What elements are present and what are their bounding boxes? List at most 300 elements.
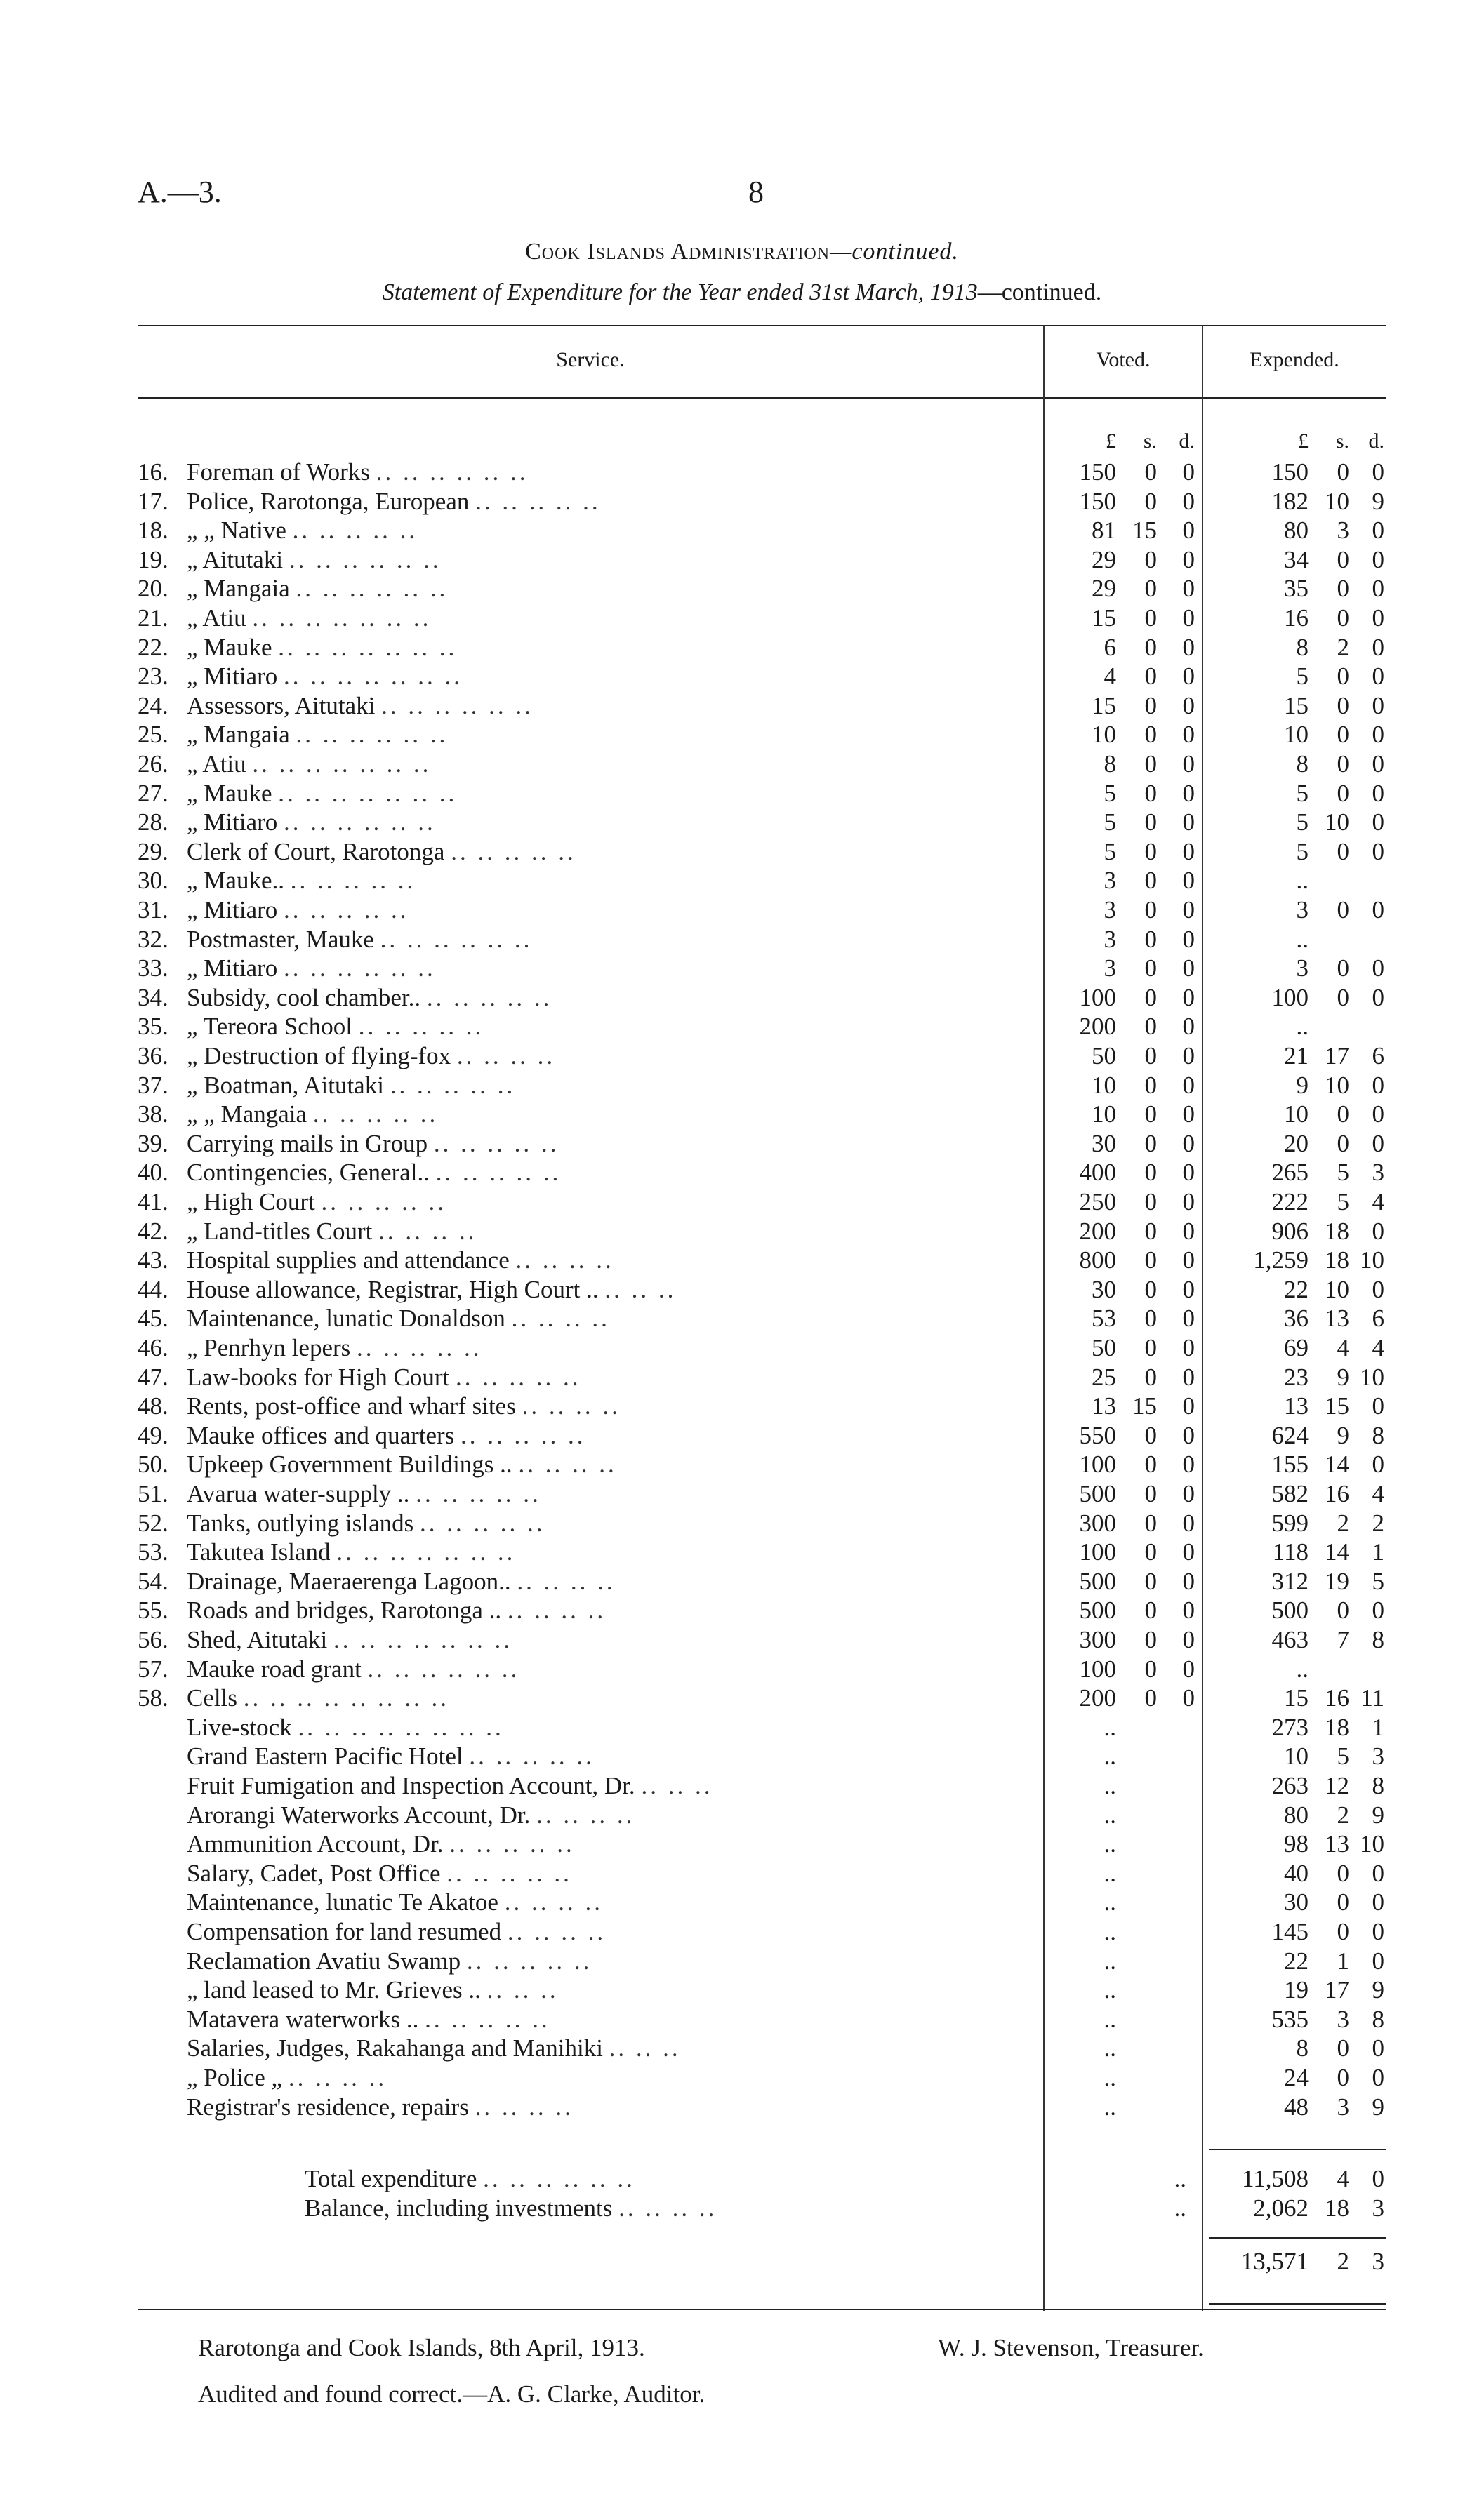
row-number: 30. xyxy=(138,867,168,895)
table-row xyxy=(0,925,1484,954)
expended-pence: 0 xyxy=(1372,1071,1384,1099)
row-number: 27. xyxy=(138,779,168,807)
total-expenditure-text: Total expenditure xyxy=(305,2165,477,2192)
voted-pounds: .. xyxy=(1104,1859,1116,1887)
expended-pence: 1 xyxy=(1372,1538,1384,1566)
row-dot-leader: .. .. .. .. .. xyxy=(420,1509,545,1537)
expended-pence: 0 xyxy=(1372,1947,1384,1975)
row-service-text: Rents, post-office and wharf sites xyxy=(187,1392,516,1420)
voted-pence: 0 xyxy=(1182,1013,1195,1041)
expended-pounds-unit: £ xyxy=(1298,429,1309,453)
expended-shillings: 10 xyxy=(1325,808,1349,836)
row-dot-leader: .. .. .. .. xyxy=(511,1305,610,1333)
expended-pounds: 22 xyxy=(1284,1947,1309,1975)
row-number: 20. xyxy=(138,575,168,603)
expended-shillings: 0 xyxy=(1337,1888,1349,1916)
expended-pounds: 24 xyxy=(1284,2064,1309,2091)
expended-pounds: 118 xyxy=(1272,1538,1309,1566)
balance-voted: .. xyxy=(1174,2194,1186,2222)
expended-pounds: 8 xyxy=(1296,2034,1309,2062)
grand-total-row xyxy=(0,2247,1484,2276)
voted-pounds: .. xyxy=(1104,1713,1116,1741)
voted-pence: 0 xyxy=(1182,1655,1195,1683)
voted-pounds: 150 xyxy=(1079,487,1116,515)
row-dot-leader: .. .. .. .. xyxy=(507,1596,607,1625)
expended-pence: 8 xyxy=(1372,2005,1384,2033)
table-row xyxy=(0,779,1484,808)
table-row xyxy=(0,1655,1484,1684)
expended-shillings: 5 xyxy=(1337,1159,1349,1187)
row-service-text: Shed, Aitutaki xyxy=(187,1626,328,1653)
voted-pounds: 50 xyxy=(1092,1042,1116,1069)
row-dot-leader: .. .. .. .. .. xyxy=(461,1421,586,1449)
expended-pence: 0 xyxy=(1372,2034,1384,2062)
row-service-text: „ Tereora School xyxy=(187,1013,352,1041)
expended-shillings: 14 xyxy=(1325,1451,1349,1479)
row-service-text: Ammunition Account, Dr. xyxy=(187,1830,444,1858)
expended-pounds: 69 xyxy=(1284,1334,1309,1361)
table-row xyxy=(0,487,1484,516)
voted-pence: 0 xyxy=(1182,779,1195,807)
row-service xyxy=(187,749,1036,779)
expended-shillings: 3 xyxy=(1337,2093,1349,2121)
row-dot-leader: .. .. .. .. .. xyxy=(426,983,552,1011)
table-row xyxy=(0,1187,1484,1217)
voted-pounds: 550 xyxy=(1079,1421,1116,1449)
table-row xyxy=(0,1713,1484,1742)
row-service-text: „ Destruction of flying-fox xyxy=(187,1042,451,1069)
table-row xyxy=(0,1859,1484,1888)
voted-pounds: .. xyxy=(1104,1976,1116,2004)
row-dot-leader: .. .. .. .. .. xyxy=(416,1480,541,1507)
row-dot-leader: .. .. .. .. .. .. .. xyxy=(333,1626,513,1653)
expended-pence: 0 xyxy=(1372,1392,1384,1420)
voted-shillings: 0 xyxy=(1144,1684,1157,1712)
row-service xyxy=(187,837,1036,867)
voted-pence: 0 xyxy=(1182,867,1195,895)
row-dot-leader: .. .. .. .. .. xyxy=(312,1100,439,1128)
table-row xyxy=(0,458,1484,487)
row-dot-leader: .. .. .. .. .. xyxy=(451,837,576,865)
expended-shillings: 0 xyxy=(1337,779,1349,807)
voted-pence: 0 xyxy=(1182,662,1195,691)
table-row xyxy=(0,516,1484,545)
voted-pounds: .. xyxy=(1104,2005,1116,2033)
table-row xyxy=(0,808,1484,837)
row-service-text: Cells xyxy=(187,1684,237,1712)
row-number: 58. xyxy=(138,1684,168,1712)
row-number: 36. xyxy=(138,1042,168,1069)
row-number: 53. xyxy=(138,1538,168,1566)
expended-shillings: 18 xyxy=(1325,1713,1349,1741)
row-service-text: „ Mauke.. xyxy=(187,867,284,895)
expended-pence: 0 xyxy=(1372,750,1384,778)
voted-pounds: 100 xyxy=(1079,1451,1116,1479)
table-row xyxy=(0,1041,1484,1071)
voted-shillings: 0 xyxy=(1144,633,1157,661)
row-number: 39. xyxy=(138,1129,168,1157)
voted-pounds: .. xyxy=(1104,1947,1116,1975)
grand-total-pounds: 13,571 xyxy=(1240,2248,1309,2275)
expended-pence: 9 xyxy=(1372,2093,1384,2121)
table-row xyxy=(0,983,1484,1013)
row-number: 47. xyxy=(138,1363,168,1391)
row-service-text: Registrar's residence, repairs xyxy=(187,2093,469,2121)
row-number: 32. xyxy=(138,925,168,953)
expended-pounds: 906 xyxy=(1271,1217,1309,1245)
row-service-text: Law-books for High Court xyxy=(187,1363,450,1391)
expended-pounds: 463 xyxy=(1271,1626,1309,1653)
expended-pence: 0 xyxy=(1372,604,1384,632)
row-service-text: „ High Court xyxy=(187,1188,315,1215)
row-number: 29. xyxy=(138,837,168,865)
table-row xyxy=(0,1158,1484,1187)
expended-shillings: 12 xyxy=(1325,1772,1349,1799)
row-service xyxy=(187,1158,1036,1187)
voted-shillings: 0 xyxy=(1144,1509,1157,1537)
voted-shillings: 0 xyxy=(1144,896,1157,924)
row-service-text: „ Penrhyn lepers xyxy=(187,1334,351,1361)
expended-shillings: 2 xyxy=(1337,633,1349,661)
expended-shillings: 17 xyxy=(1325,1042,1349,1069)
expended-shillings: 0 xyxy=(1337,983,1349,1011)
row-dot-leader: .. .. .. .. .. xyxy=(425,2005,550,2033)
voted-pence: 0 xyxy=(1182,1159,1195,1187)
voted-shillings: 0 xyxy=(1144,1217,1157,1245)
balance-shillings: 18 xyxy=(1325,2194,1349,2222)
row-service xyxy=(187,895,1036,925)
total-rule xyxy=(1209,2149,1386,2150)
row-service xyxy=(187,1217,1036,1246)
voted-pence: 0 xyxy=(1182,1538,1195,1566)
row-service-text: Live-stock xyxy=(187,1713,292,1741)
table-row xyxy=(0,1246,1484,1275)
expended-pence: 0 xyxy=(1372,954,1384,982)
row-dot-leader: .. .. .. .. .. xyxy=(475,487,601,515)
table-row xyxy=(0,1392,1484,1421)
expended-pounds: 182 xyxy=(1271,487,1309,515)
expended-shillings: 10 xyxy=(1325,1275,1349,1303)
table-row xyxy=(0,1771,1484,1801)
row-number: 16. xyxy=(138,458,168,486)
row-service-text: Salary, Cadet, Post Office xyxy=(187,1859,441,1887)
expended-shillings: 19 xyxy=(1325,1567,1349,1595)
row-dot-leader: .. .. .. .. .. .. .. xyxy=(284,662,463,691)
expended-pounds: 3 xyxy=(1296,896,1309,924)
title-continued: —continued. xyxy=(830,239,959,265)
row-service xyxy=(187,779,1036,808)
row-service-text: „ Mitiaro xyxy=(187,954,278,982)
voted-pounds: 3 xyxy=(1104,867,1116,895)
expended-shillings: 0 xyxy=(1337,837,1349,865)
voted-shillings: 0 xyxy=(1144,1538,1157,1566)
expended-pounds: 155 xyxy=(1271,1451,1309,1479)
row-number: 49. xyxy=(138,1421,168,1449)
table-row xyxy=(0,1625,1484,1655)
row-service xyxy=(187,1829,1036,1859)
table-row xyxy=(0,1947,1484,1976)
row-service-text: „ Mangaia xyxy=(187,575,290,603)
voted-shillings: 0 xyxy=(1144,1042,1157,1069)
row-number: 54. xyxy=(138,1567,168,1595)
row-service-text: „ Boatman, Aitutaki xyxy=(187,1071,384,1099)
row-service-text: Carrying mails in Group xyxy=(187,1129,428,1157)
voted-pence: 0 xyxy=(1182,925,1195,953)
table-header-rule xyxy=(138,397,1386,399)
grand-total-shillings: 2 xyxy=(1337,2248,1349,2275)
row-number: 42. xyxy=(138,1217,168,1245)
voted-pence: 0 xyxy=(1182,604,1195,632)
voted-pounds: .. xyxy=(1104,1772,1116,1799)
voted-pence: 0 xyxy=(1182,750,1195,778)
expended-pounds: 16 xyxy=(1284,604,1309,632)
row-dot-leader: .. .. .. .. .. .. xyxy=(284,808,436,836)
expended-pence: 6 xyxy=(1372,1042,1384,1069)
expended-shillings: 10 xyxy=(1325,487,1349,515)
balance-leader: .. .. .. .. xyxy=(618,2194,717,2222)
table-row xyxy=(0,662,1484,691)
voted-pounds: 10 xyxy=(1092,1071,1116,1099)
row-dot-leader: .. .. .. .. .. xyxy=(292,516,418,545)
voted-pounds: 200 xyxy=(1079,1217,1116,1245)
expended-pounds: 21 xyxy=(1284,1042,1309,1069)
table-row xyxy=(0,2005,1484,2034)
footer-treasurer: W. J. Stevenson, Treasurer. xyxy=(938,2334,1204,2361)
row-number: 38. xyxy=(138,1100,168,1128)
voted-shillings: 0 xyxy=(1144,983,1157,1011)
voted-pence: 0 xyxy=(1182,808,1195,836)
row-number: 57. xyxy=(138,1655,168,1683)
row-service xyxy=(187,1246,1036,1275)
table-row xyxy=(0,1479,1484,1509)
expended-pounds: 265 xyxy=(1271,1159,1309,1187)
title-main: Cook Islands Administration xyxy=(525,239,830,265)
voted-pounds: 300 xyxy=(1079,1626,1116,1653)
row-service xyxy=(187,808,1036,837)
expended-pence: 8 xyxy=(1372,1772,1384,1799)
expended-pence-unit: d. xyxy=(1368,429,1384,453)
table-row xyxy=(0,1567,1484,1596)
voted-pence: 0 xyxy=(1182,691,1195,719)
table-row xyxy=(0,2034,1484,2063)
voted-pence: 0 xyxy=(1182,1129,1195,1157)
row-service xyxy=(187,1742,1036,1771)
expended-shillings: 0 xyxy=(1337,2034,1349,2062)
expended-pence: 0 xyxy=(1372,1129,1384,1157)
expended-pounds: 10 xyxy=(1284,1100,1309,1128)
row-number: 25. xyxy=(138,721,168,749)
row-dot-leader: .. .. .. .. .. .. xyxy=(296,721,449,749)
expended-pounds: .. xyxy=(1296,1655,1309,1683)
expended-shillings: 16 xyxy=(1325,1684,1349,1712)
row-service xyxy=(187,1801,1036,1830)
row-dot-leader: .. .. .. .. .. .. .. xyxy=(252,604,432,632)
expended-pence: 0 xyxy=(1372,458,1384,486)
row-dot-leader: .. .. .. .. .. xyxy=(469,1742,595,1771)
voted-pence: 0 xyxy=(1182,837,1195,865)
row-number: 56. xyxy=(138,1626,168,1653)
voted-shillings: 0 xyxy=(1144,954,1157,982)
expended-pounds: 5 xyxy=(1296,779,1309,807)
voted-pounds-unit: £ xyxy=(1106,429,1116,453)
voted-pounds: 5 xyxy=(1104,837,1116,865)
row-service xyxy=(187,925,1036,954)
row-number: 23. xyxy=(138,662,168,691)
row-dot-leader: .. .. .. .. .. .. xyxy=(289,545,442,573)
row-service xyxy=(187,604,1036,633)
row-service-text: Drainage, Maeraerenga Lagoon.. xyxy=(187,1567,511,1595)
voted-pounds: .. xyxy=(1104,2093,1116,2121)
voted-pounds: 13 xyxy=(1092,1392,1116,1420)
row-service xyxy=(187,983,1036,1013)
balance-label xyxy=(305,2194,1042,2223)
expended-pounds: 145 xyxy=(1271,1918,1309,1945)
voted-shillings: 15 xyxy=(1132,1392,1157,1420)
row-service xyxy=(187,1100,1036,1129)
row-dot-leader: .. .. .. xyxy=(641,1772,713,1799)
row-number: 55. xyxy=(138,1596,168,1625)
voted-shillings: 0 xyxy=(1144,545,1157,573)
total-expenditure-voted: .. xyxy=(1174,2165,1186,2192)
row-dot-leader: .. .. .. .. .. xyxy=(390,1071,516,1099)
row-service xyxy=(187,1509,1036,1538)
row-service-text: Tanks, outlying islands xyxy=(187,1509,414,1537)
row-service xyxy=(187,1713,1036,1742)
voted-pence: 0 xyxy=(1182,1275,1195,1303)
expended-pounds: 222 xyxy=(1271,1188,1309,1215)
row-service xyxy=(187,2063,1036,2093)
row-number: 40. xyxy=(138,1159,168,1187)
balance-pence: 3 xyxy=(1372,2194,1384,2222)
expended-pounds: 19 xyxy=(1284,1976,1309,2004)
document-reference: A.—3. xyxy=(138,175,222,209)
voted-shillings: 0 xyxy=(1144,1363,1157,1391)
expended-shillings: 0 xyxy=(1337,750,1349,778)
row-service xyxy=(187,1917,1036,1947)
voted-pounds: 100 xyxy=(1079,983,1116,1011)
row-number: 28. xyxy=(138,808,168,836)
voted-shillings: 0 xyxy=(1144,1421,1157,1449)
row-service-text: Fruit Fumigation and Inspection Account, Dr. xyxy=(187,1772,635,1799)
row-service xyxy=(187,633,1036,662)
voted-shillings: 0 xyxy=(1144,750,1157,778)
row-dot-leader: .. .. .. .. .. .. xyxy=(376,458,529,486)
voted-pounds: .. xyxy=(1104,2034,1116,2062)
voted-pence: 0 xyxy=(1182,1480,1195,1507)
row-service-text: Roads and bridges, Rarotonga .. xyxy=(187,1596,502,1625)
expended-shillings: 0 xyxy=(1337,662,1349,691)
voted-pounds: 5 xyxy=(1104,808,1116,836)
voted-pounds: 100 xyxy=(1079,1655,1116,1683)
expended-pounds: 36 xyxy=(1284,1305,1309,1333)
voted-shillings: 0 xyxy=(1144,1129,1157,1157)
row-dot-leader: .. .. .. .. xyxy=(536,1801,635,1829)
voted-pounds: .. xyxy=(1104,1888,1116,1916)
voted-pence: 0 xyxy=(1182,896,1195,924)
table-row xyxy=(0,1450,1484,1479)
expended-shillings: 0 xyxy=(1337,1859,1349,1887)
expended-shillings: 10 xyxy=(1325,1071,1349,1099)
row-dot-leader: .. .. .. .. .. xyxy=(466,1947,592,1975)
row-service xyxy=(187,1859,1036,1888)
row-dot-leader: .. .. .. .. .. xyxy=(290,867,416,895)
voted-pounds: .. xyxy=(1104,1742,1116,1771)
row-number: 51. xyxy=(138,1480,168,1507)
expended-shillings: 7 xyxy=(1337,1626,1349,1653)
voted-pounds: 800 xyxy=(1079,1246,1116,1274)
row-service-text: „ Police „ xyxy=(187,2064,283,2091)
row-service-text: Clerk of Court, Rarotonga xyxy=(187,837,445,865)
row-service-text: Reclamation Avatiu Swamp xyxy=(187,1947,461,1975)
row-service xyxy=(187,1012,1036,1041)
expended-pounds: 263 xyxy=(1271,1772,1309,1799)
row-dot-leader: .. .. .. xyxy=(609,2034,681,2062)
row-service xyxy=(187,1392,1036,1421)
voted-pence: 0 xyxy=(1182,1188,1195,1215)
row-number: 31. xyxy=(138,896,168,924)
voted-shillings: 0 xyxy=(1144,1188,1157,1215)
voted-pounds: 300 xyxy=(1079,1509,1116,1537)
voted-pounds: 10 xyxy=(1092,721,1116,749)
voted-shillings: 0 xyxy=(1144,1626,1157,1653)
expended-shillings: 0 xyxy=(1337,1918,1349,1945)
voted-pounds: 81 xyxy=(1092,516,1116,545)
row-number: 34. xyxy=(138,983,168,1011)
table-row xyxy=(0,633,1484,662)
row-dot-leader: .. .. .. .. .. .. xyxy=(381,691,534,719)
expended-pounds: 624 xyxy=(1271,1421,1309,1449)
row-dot-leader: .. .. .. .. xyxy=(504,1888,603,1916)
expended-shillings: 0 xyxy=(1337,575,1349,603)
table-row xyxy=(0,749,1484,779)
row-number: 24. xyxy=(138,691,168,719)
voted-shillings: 0 xyxy=(1144,1071,1157,1099)
table-row xyxy=(0,1333,1484,1363)
row-service xyxy=(187,691,1036,721)
row-number: 46. xyxy=(138,1334,168,1361)
voted-pounds: 25 xyxy=(1092,1363,1116,1391)
table-row xyxy=(0,604,1484,633)
expended-shillings: 0 xyxy=(1337,954,1349,982)
voted-pence: 0 xyxy=(1182,458,1195,486)
row-service xyxy=(187,662,1036,691)
table-row xyxy=(0,1538,1484,1567)
voted-shillings: 0 xyxy=(1144,662,1157,691)
expended-pounds: .. xyxy=(1296,1013,1309,1041)
expended-pence: 0 xyxy=(1372,1217,1384,1245)
expended-pounds: 599 xyxy=(1271,1509,1309,1537)
voted-shillings: 0 xyxy=(1144,1567,1157,1595)
table-row xyxy=(0,866,1484,895)
voted-pounds: 250 xyxy=(1079,1188,1116,1215)
voted-pounds: 200 xyxy=(1079,1684,1116,1712)
voted-shillings: 0 xyxy=(1144,604,1157,632)
expended-pounds: 9 xyxy=(1296,1071,1309,1099)
expended-pence: 0 xyxy=(1372,837,1384,865)
column-header-service: Service. xyxy=(556,348,625,371)
row-number: 50. xyxy=(138,1451,168,1479)
voted-shillings: 0 xyxy=(1144,1480,1157,1507)
expended-pence: 10 xyxy=(1360,1363,1384,1391)
voted-pence: 0 xyxy=(1182,1042,1195,1069)
row-dot-leader: .. .. .. .. .. xyxy=(357,1334,482,1361)
voted-pounds: 3 xyxy=(1104,896,1116,924)
voted-shillings: 0 xyxy=(1144,691,1157,719)
voted-pounds: 15 xyxy=(1092,691,1116,719)
expended-pounds: 20 xyxy=(1284,1129,1309,1157)
expended-pence: 9 xyxy=(1372,487,1384,515)
row-dot-leader: .. .. .. .. .. .. xyxy=(367,1655,520,1683)
